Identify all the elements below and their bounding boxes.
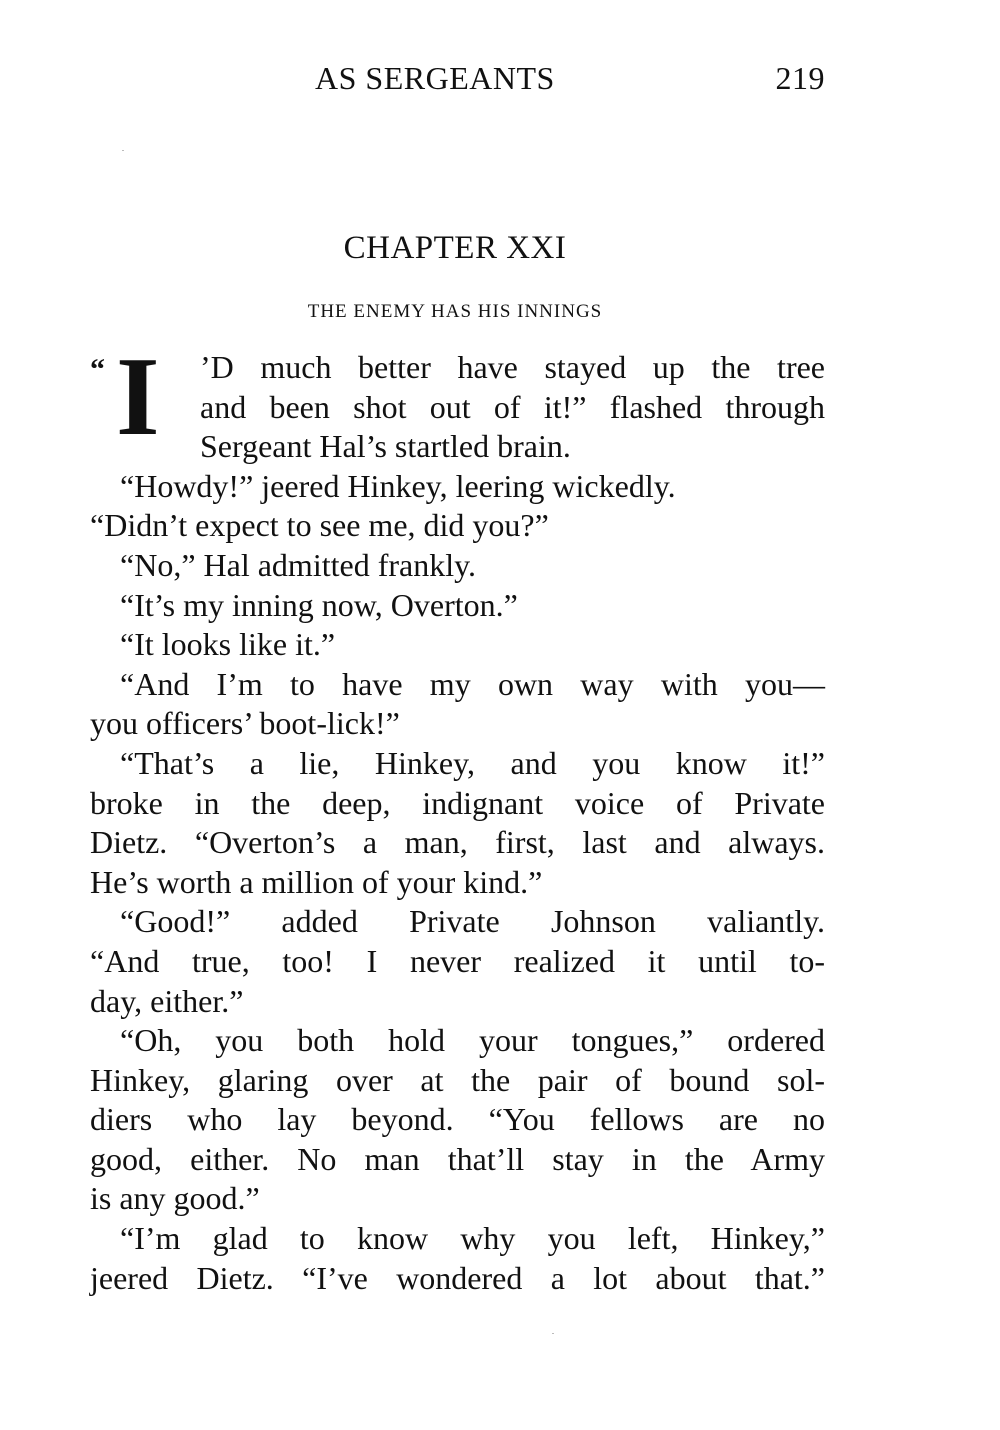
- text-line: good, either. No man that’ll stay in the Army: [90, 1140, 825, 1177]
- text-line: “Didn’t expect to see me, did you?”: [90, 507, 549, 544]
- text-line: ’D much better have stayed up the tree: [200, 349, 825, 385]
- text-line: “No,” Hal admitted frankly.: [120, 546, 477, 583]
- text-line: jeered Dietz. “I’ve wondered a lot about that.”: [90, 1259, 825, 1296]
- text-line: “And I’m to have my own way with you—: [120, 665, 825, 702]
- page-number: 219: [775, 60, 825, 96]
- text-line: “Oh, you both hold your tongues,” ordered: [120, 1022, 825, 1059]
- text-line: and been shot out of it!” flashed through: [200, 388, 825, 425]
- opening-lines: [200, 348, 825, 467]
- text-line: “It’s my inning now, Overton.”: [120, 586, 518, 623]
- running-title: AS SERGEANTS: [315, 60, 555, 96]
- text-line: He’s worth a million of your kind.”: [90, 863, 543, 900]
- text-line: Sergeant Hal’s startled brain.: [200, 428, 571, 465]
- text-line: Dietz. “Overton’s a man, first, last and always.: [90, 824, 825, 861]
- text-line: is any good.”: [90, 1180, 260, 1217]
- chapter-subtitle: THE ENEMY HAS HIS INNINGS: [307, 301, 603, 322]
- paper-speck: [122, 150, 124, 151]
- text-line: “And true, too! I never realized it until to-: [90, 942, 825, 979]
- text-line: “Good!” added Private Johnson valiantly.: [120, 903, 825, 940]
- drop-cap: I: [116, 335, 160, 459]
- opening-quote-mark: “: [90, 353, 105, 386]
- paper-speck: [552, 1333, 554, 1334]
- opening-paragraph: [90, 335, 825, 467]
- running-head: [90, 60, 825, 100]
- text-line: broke in the deep, indignant voice of Private: [90, 784, 825, 821]
- text-line: diers who lay beyond. “You fellows are no: [90, 1101, 825, 1138]
- text-line: “I’m glad to know why you left, Hinkey,”: [120, 1220, 825, 1257]
- chapter-text: [90, 335, 825, 1298]
- text-line: you officers’ boot-lick!”: [90, 705, 400, 742]
- text-line: day, either.”: [90, 982, 244, 1019]
- chapter-heading: CHAPTER XXI: [343, 230, 567, 266]
- text-line: “It looks like it.”: [120, 626, 336, 663]
- text-line: “Howdy!” jeered Hinkey, leering wickedly.: [120, 467, 676, 504]
- text-line: “That’s a lie, Hinkey, and you know it!”: [120, 744, 825, 781]
- text-line: Hinkey, glaring over at the pair of bound sol-: [90, 1061, 825, 1098]
